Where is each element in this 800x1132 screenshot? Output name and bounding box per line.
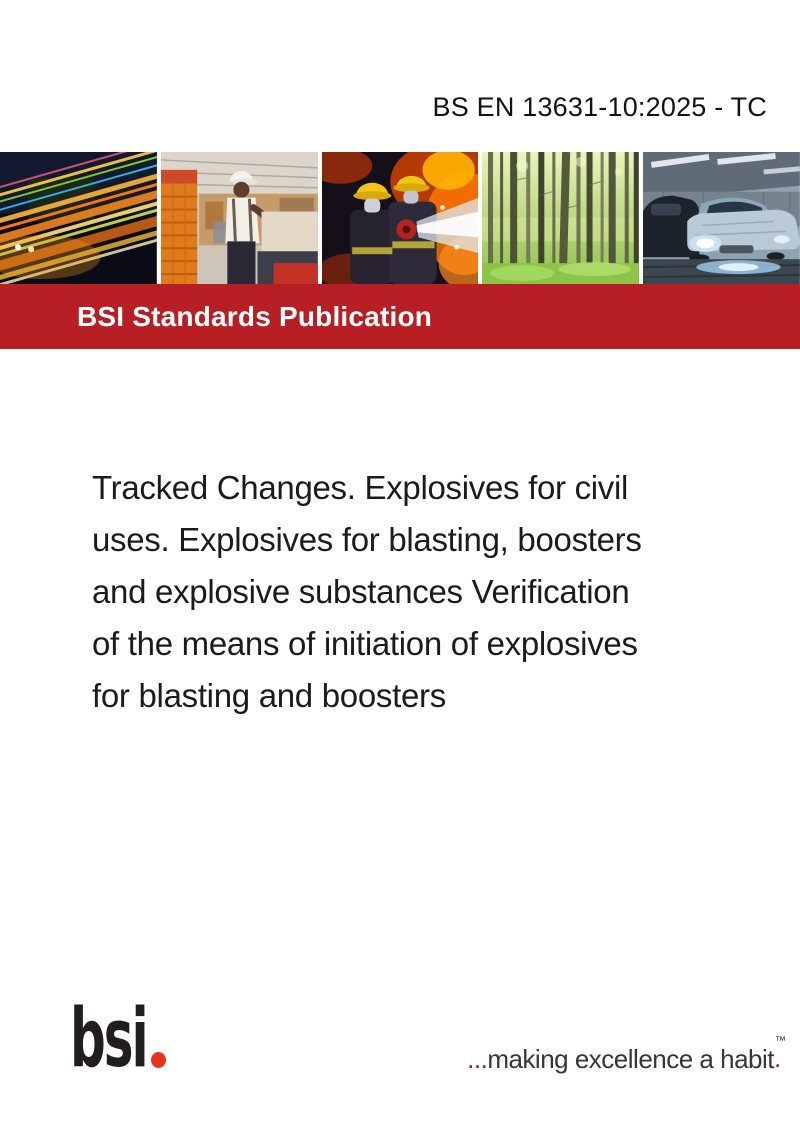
firefighters-illustration: [322, 152, 479, 284]
banner-label: BSI Standards Publication: [77, 300, 433, 332]
photo-firefighters: [322, 152, 479, 284]
light-trails-illustration: [0, 152, 157, 284]
forest-illustration: [482, 152, 639, 284]
title-line: uses. Explosives for blasting, boosters: [92, 521, 642, 558]
car-assembly-illustration: [643, 152, 800, 284]
title-line: and explosive substances Verification: [92, 573, 630, 610]
tagline-period: .: [774, 1043, 781, 1073]
photo-city-light-trails: [0, 152, 157, 284]
bsi-logo: [70, 991, 166, 1086]
bsi-logo-red-dot-icon: [151, 1052, 166, 1068]
title-line: of the means of initiation of explosives: [92, 625, 638, 662]
tagline: [467, 1035, 787, 1075]
tagline-text: making excellence a habit: [487, 1044, 774, 1074]
bsi-red-banner: [0, 284, 800, 349]
trademark-symbol: ™: [775, 1035, 786, 1047]
title-line: for blasting and boosters: [92, 677, 446, 714]
document-code: BS EN 13631-10:2025 - TC: [432, 92, 767, 122]
warehouse-illustration: [161, 152, 318, 284]
photo-car-assembly: [643, 152, 800, 284]
photo-forest: [482, 152, 639, 284]
tagline-period-trademark: [774, 1035, 787, 1073]
title-line: Tracked Changes. Explosives for civil: [92, 469, 629, 506]
document-title: [92, 462, 732, 722]
photo-warehouse-worker: [161, 152, 318, 284]
bsi-logo-text: bsi: [70, 991, 147, 1086]
photo-strip: [0, 152, 800, 284]
tagline-leading-dots: ...: [467, 1044, 488, 1074]
